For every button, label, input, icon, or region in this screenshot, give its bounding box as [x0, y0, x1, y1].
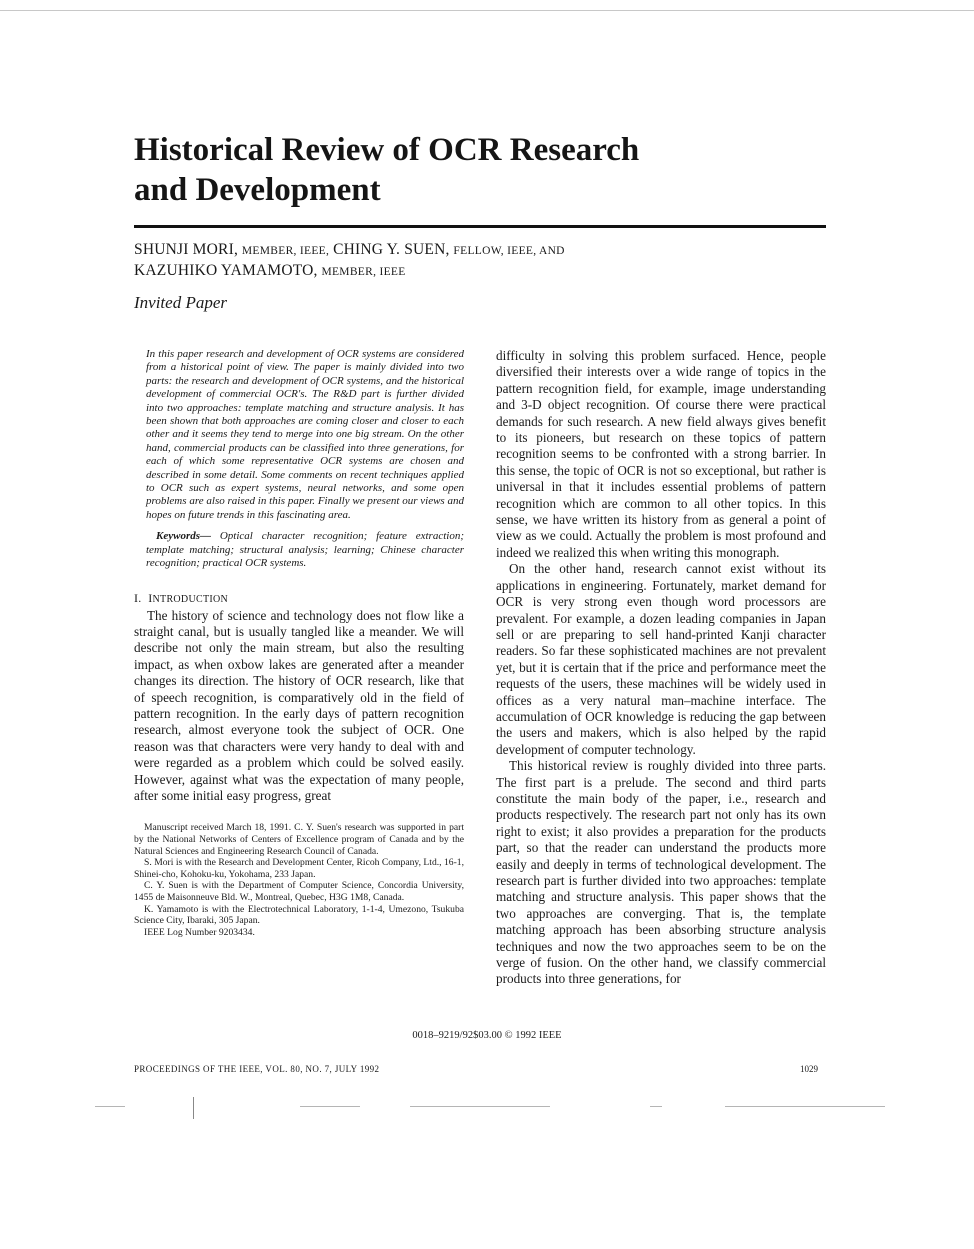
- section-heading-introduction: [134, 591, 464, 606]
- author-3-name: KAZUHIKO YAMAMOTO,: [134, 262, 318, 279]
- scan-edge-line: [0, 10, 974, 11]
- journal-footer: PROCEEDINGS OF THE IEEE, VOL. 80, NO. 7, JULY 1992: [134, 1064, 380, 1074]
- footnote-yamamoto: K. Yamamoto is with the Electrotechnical Laboratory, 1-1-4, Umezono, Tsukuba Science City, Ibaraki, 305 Japan.: [134, 903, 464, 927]
- scan-artifact: [410, 1106, 550, 1107]
- right-column: [496, 348, 826, 988]
- title-line-2: and Development: [134, 172, 381, 208]
- author-2-affiliation: FELLOW, IEEE, AND: [453, 245, 565, 257]
- invited-paper-label: Invited Paper: [134, 293, 227, 312]
- scan-artifact-tick: [193, 1097, 194, 1119]
- keywords: [146, 530, 464, 570]
- section-number: I.: [134, 590, 142, 605]
- author-block: [134, 240, 834, 282]
- paper-title: [134, 130, 834, 210]
- footnotes: [134, 822, 464, 938]
- scan-artifact: [650, 1106, 662, 1107]
- section-title-initial: I: [148, 590, 153, 605]
- keywords-text: Optical character recognition; feature extraction; template matching; structural analysis; learning; Chinese character recognition; practical OCR systems.: [146, 530, 464, 570]
- footnote-mori: S. Mori is with the Research and Development Center, Ricoh Company, Ltd., 16-1, Shinei-cho, Kohoku-ku, Yokohama, 233 Japan.: [134, 857, 464, 880]
- footnote-log-number: IEEE Log Number 9203434.: [144, 926, 255, 938]
- footnote-manuscript: Manuscript received March 18, 1991. C. Y. Suen's research was supported in part by the National Networks of Centers of Excellence program of Canada and by the Natural Sciences and Engineering Research Council of Canada.: [134, 822, 464, 857]
- scan-artifact: [725, 1106, 885, 1107]
- copyright-line: 0018–9219/92$03.00 © 1992 IEEE: [412, 1030, 562, 1041]
- author-3-affiliation: MEMBER, IEEE: [321, 266, 406, 278]
- footnote-suen: C. Y. Suen is with the Department of Computer Science, Concordia University, 1455 de Maisonneuve Bld. W., Montreal, Quebec, H3G 1M8, Canada.: [134, 880, 464, 903]
- right-paragraph-2: On the other hand, research cannot exist without its applications in engineering. Fortunately, market demand for OCR is very strong even though word processors are prevalent. For example, a dozen leading companies in Japan sell or are preparing to sell hand-printed Kanji character readers. So far these sophisticated machines are not prevalent yet, but it is certain that if the price and performance meet the requests of the users, these machines will be widely used in offices as a very natural man–machine interface. The accumulation of OCR knowledge is reducing the gap between the users and makers, which is also helped by the rapid development of computer technology.: [496, 561, 826, 757]
- author-1-name: SHUNJI MORI,: [134, 241, 239, 258]
- author-1-affiliation: MEMBER, IEEE,: [241, 245, 330, 257]
- right-paragraph-3: This historical review is roughly divided into three parts. The first part is a prelude. The second and third parts constitute the main body of the paper, i.e., research and products respectively. The research part not only has its own right to exist; it also provides a preparation for the products part, so that the reader can understand the products more easily and deeply in terms of technological development. The research part is further divided into two approaches: template matching and structure analysis. This paper shows that the two approaches are converging. That is, the template matching approach has been absorbing structure analysis techniques and now the two approaches seem to be on the verge of fusion. On the other hand, we classify commercial products into three generations, for: [496, 758, 826, 987]
- keywords-label: Keywords—: [156, 530, 211, 543]
- scan-artifact: [95, 1106, 125, 1107]
- abstract: In this paper research and development of OCR systems are considered from a historical point of view. The paper is mainly divided into two parts: the research and development of OCR systems, and the historical development of commercial OCR's. The R&D part is further divided into two approaches: template matching and structure analysis. It has been shown that both approaches are coming closer and closer to each other and it seems they tend to merge into one big stream. On the other hand, commercial products can be classified into three generations, for each of which some representative OCR systems are chosen and described in some detail. Some comments on recent techniques applied to OCR such as expert systems, neural networks, and some open problems are also raised in this paper. Finally we present our views and hopes on future trends in this fascinating area.: [146, 348, 464, 521]
- author-2-name: CHING Y. SUEN,: [333, 241, 450, 258]
- title-rule: [134, 225, 826, 228]
- page-number: 1029: [800, 1064, 818, 1074]
- section-title-rest: NTRODUCTION: [152, 593, 229, 605]
- right-paragraph-1: difficulty in solving this problem surfaced. Hence, people diversified their interests over a wide range of topics in the pattern recognition field, for example, image understanding and 3-D object recognition. Of course there were practical demands for such research. A new field always gives benefit to its pioneers, but research on these topics of pattern recognition seems to be confronted with a strong barrier. In this sense, the topic of OCR is not so exceptional, but rather is universal in that it includes essential problems of pattern recognition which are common to all other topics. In this sense, we have written its history from as general a point of view as we could. Actually the problem is most profound and indeed we realized this when writing this monograph.: [496, 348, 826, 560]
- left-column: [134, 348, 464, 938]
- intro-paragraph-1: The history of science and technology does not flow like a straight canal, but is usually tangled like a meander. We will describe not only the main stream, but also the resulting impact, as when oxbow lakes are generated after a meander changes its direction. The history of OCR research, like that of speech recognition, is comparatively old in the field of pattern recognition. In the early days of pattern recognition research, almost everyone took the subject of OCR. One reason was that characters were very handy to deal with and were regarded as a problem which could be solved easily. However, against what was the expectation of many people, after some initial easy progress, great: [134, 607, 464, 803]
- title-line-1: Historical Review of OCR Research: [134, 132, 640, 168]
- scan-artifact: [300, 1106, 360, 1107]
